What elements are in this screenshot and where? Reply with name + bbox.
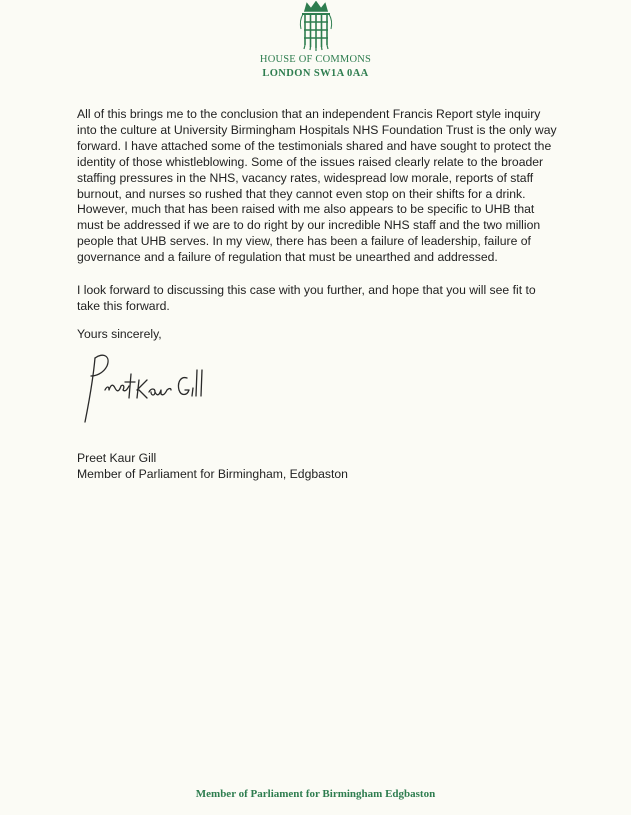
letterhead-org-name: HOUSE OF COMMONS [259, 54, 372, 65]
body-paragraph-2: I look forward to discussing this case with you further, and hope that you will see fit to take this forward. [77, 283, 536, 313]
body-paragraph-1: All of this brings me to the conclusion that an independent Francis Report style inquiry into the culture at University Birmingham Hospitals NHS Foundation Trust is the only way forward. I have attached some of the testimonials shared and have sought to protect the identity of those whistleblowing. Some of the issues raised clearly relate to the broader staffing pressures in the NHS, vacancy rates, widespread low morale, reports of staff burnout, and nurses so rushed that they cannot even stop on their shifts for a drink. However, much that has been raised with me also appears to be specific to UHB that must be addressed if we are to do right by our incredible NHS staff and the two million people that UHB serves. In my view, there has been a failure of leadership, failure of governance and a failure of regulation that must be unearthed and addressed. [77, 107, 557, 265]
signatory-name: Preet Kaur Gill [77, 451, 157, 465]
closing-salutation: Yours sincerely, [77, 327, 162, 341]
signatory-role: Member of Parliament for Birmingham, Edgbaston [77, 467, 348, 481]
handwritten-signature [75, 350, 210, 430]
portcullis-icon [297, 1, 335, 51]
letterhead-address: LONDON SW1A 0AA [262, 68, 369, 79]
footer-text: Member of Parliament for Birmingham Edgbaston [195, 788, 436, 800]
